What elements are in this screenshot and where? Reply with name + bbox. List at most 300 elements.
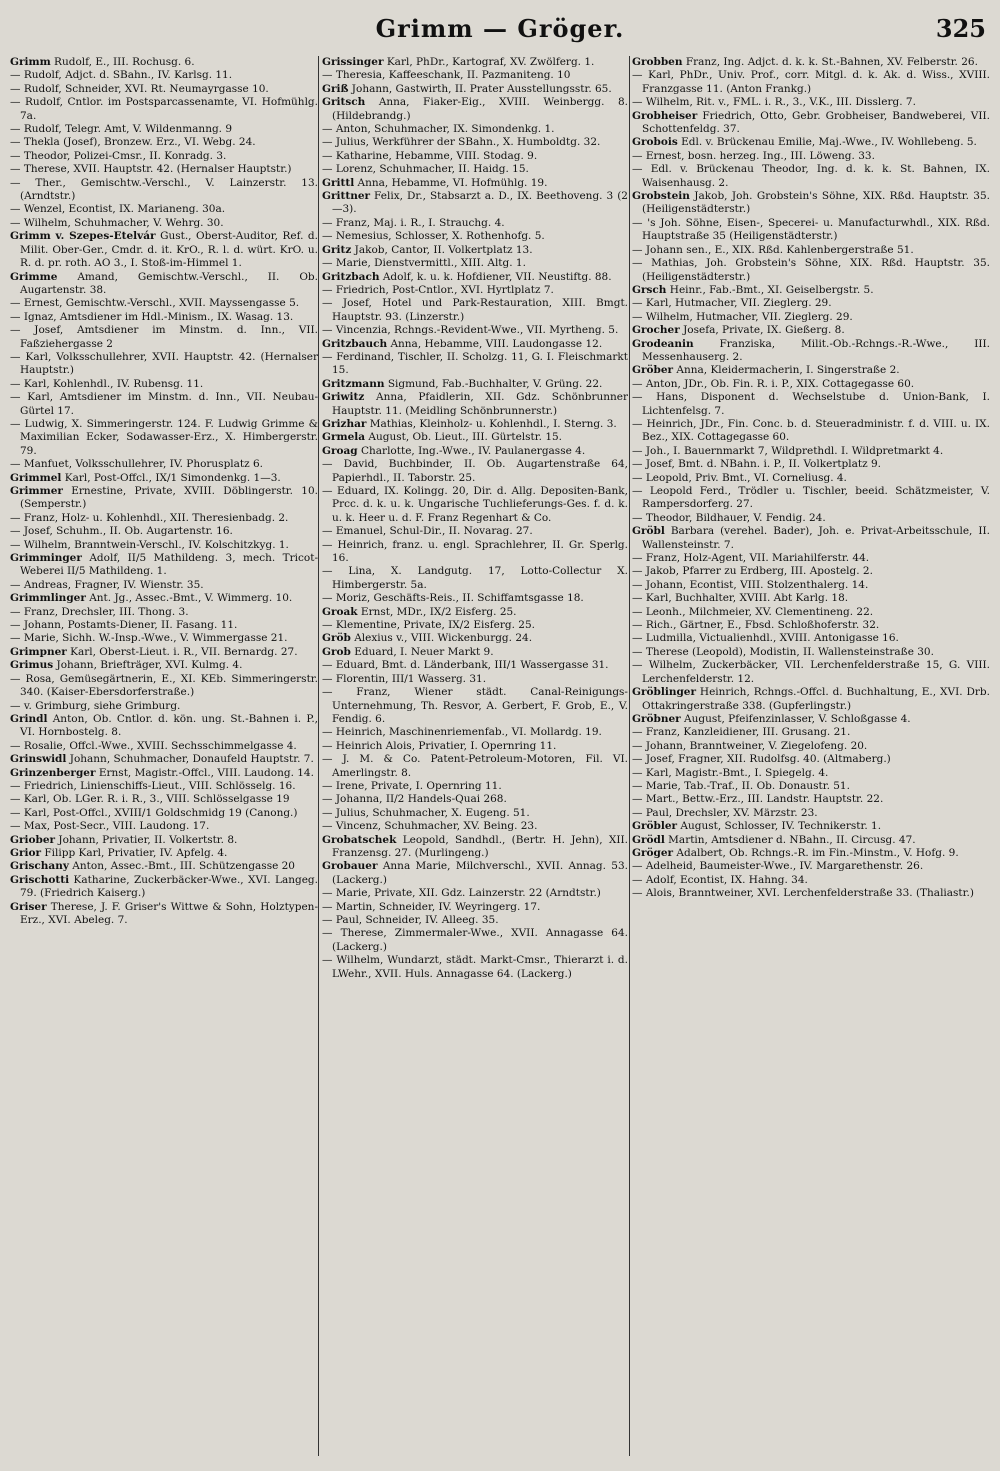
- entry-text: Martin, Amtsdiener d. NBahn., II. Circusg. 47.: [664, 833, 916, 846]
- entry-text: — Ther., Gemischtw.-Verschl., V. Lainzerstr. 13. (Arndtstr.): [10, 176, 318, 203]
- directory-entry: [322, 954, 628, 981]
- entry-text: Ernestine, Private, XVIII. Döblingerstr. 10. (Semperstr.): [20, 485, 318, 511]
- directory-entry: [10, 230, 318, 270]
- entry-text: Rudolf, E., III. Rochusg. 6.: [50, 56, 195, 68]
- directory-entry: [322, 780, 628, 793]
- directory-entry: [10, 874, 318, 901]
- directory-entry: [322, 297, 628, 324]
- entry-text: — Franz, Wiener städt. Canal-Reinigungs-Unternehmung, Th. Resvor, A. Gerbert, F. Grob, E., V. Fendig. 6.: [322, 686, 628, 725]
- entry-text: — Karl, Hutmacher, VII. Zieglerg. 29.: [632, 297, 832, 310]
- directory-entry: [10, 793, 318, 806]
- directory-entry: [10, 539, 318, 552]
- entry-text: Eduard, I. Neuer Markt 9.: [350, 645, 494, 658]
- entry-text: — Heinrich, Maschinenriemenfab., VI. Mollardg. 19.: [322, 726, 602, 739]
- entry-text: Ernst, MDr., IX/2 Eisferg. 25.: [357, 605, 517, 618]
- entry-text: Mathias, Kleinholz- u. Kohlenhdl., I. Sterng. 3.: [366, 417, 617, 430]
- entry-text: — Vincenz, Schuhmacher, XV. Being. 23.: [322, 820, 538, 833]
- directory-entry: [10, 96, 318, 123]
- entry-text: — Rosa, Gemüsegärtnerin, E., XI. KEb. Simmeringerstr. 340. (Kaiser-Ebersdorferstraße.): [10, 672, 318, 699]
- directory-entry: [10, 271, 318, 298]
- directory-entry: [632, 136, 990, 149]
- directory-entry: [10, 780, 318, 793]
- directory-entry: [632, 820, 990, 833]
- directory-entry: [632, 150, 990, 163]
- entry-text: Karl, PhDr., Kartograf, XV. Zwölferg. 1.: [383, 56, 595, 68]
- entry-text: — Leopold, Priv. Bmt., VI. Corneliusg. 4.: [632, 471, 847, 484]
- directory-entry: [322, 820, 628, 833]
- entry-text: — Martin, Schneider, IV. Weyringerg. 17.: [322, 900, 541, 913]
- directory-entry: [322, 860, 628, 887]
- entry-surname: Gritzbach: [322, 270, 380, 283]
- entry-text: August, Pfeifenzinlasser, V. Schloßgasse 4.: [680, 712, 911, 725]
- directory-entry: [632, 445, 990, 458]
- entry-text: — Theresia, Kaffeeschank, II. Pazmaniteng. 10: [322, 69, 571, 82]
- directory-entry: [632, 244, 990, 257]
- entry-text: — Johanna, II/2 Handels-Quai 268.: [322, 793, 507, 806]
- entry-text: — Johann sen., E., XIX. Rßd. Kahlenbergerstraße 51.: [632, 243, 914, 256]
- entry-text: — Alois, Branntweiner, XVI. Lerchenfelderstraße 33. (Thaliastr.): [632, 887, 974, 900]
- directory-entry: [10, 163, 318, 176]
- directory-entry: [322, 740, 628, 753]
- directory-entry: [10, 458, 318, 471]
- directory-entry: [322, 257, 628, 270]
- entry-text: — J. M. & Co. Patent-Petroleum-Motoren, Fil. VI. Amerlingstr. 8.: [322, 753, 628, 779]
- directory-entry: [10, 177, 318, 204]
- entry-surname: Grimm: [10, 56, 51, 68]
- entry-text: — Josef, Amtsdiener im Minstm. d. Inn., VII. Faßziehergasse 2: [10, 324, 318, 350]
- entry-text: — Paul, Drechsler, XV. Märzstr. 23.: [632, 806, 818, 819]
- entry-text: — Josef, Schuhm., II. Ob. Augartenstr. 16.: [10, 525, 233, 538]
- entry-text: Alexius v., VIII. Wickenburgg. 24.: [350, 632, 533, 645]
- entry-text: — Andreas, Fragner, IV. Wienstr. 35.: [10, 578, 204, 591]
- entry-text: — Josef, Hotel und Park-Restauration, XIII. Bmgt. Hauptstr. 93. (Linzerstr.): [322, 297, 628, 323]
- directory-entry: [10, 512, 318, 525]
- entry-text: — Mathias, Joh. Grobstein's Söhne, XIX. Rßd. Hauptstr. 35. (Heiligenstädterstr.): [632, 257, 990, 283]
- entry-surname: Griser: [10, 900, 47, 913]
- directory-entry: [322, 606, 628, 619]
- directory-entry: [10, 579, 318, 592]
- page-number: 325: [935, 14, 986, 43]
- entry-text: — Rudolf, Adjct. d. SBahn., IV. Karlsg. 11.: [10, 69, 233, 82]
- directory-entry: [632, 592, 990, 605]
- directory-entry: [632, 311, 990, 324]
- directory-entry: [322, 69, 628, 82]
- directory-entry: [322, 793, 628, 806]
- entry-text: — Rich., Gärtner, E., Fbsd. Schloßhoferstr. 32.: [632, 619, 880, 632]
- directory-entry: [632, 753, 990, 766]
- directory-entry: [632, 887, 990, 900]
- entry-text: Franz, Ing. Adjct. d. k. k. St.-Bahnen, XV. Felberstr. 26.: [682, 56, 978, 68]
- directory-entry: [632, 847, 990, 860]
- directory-entry: [10, 740, 318, 753]
- directory-entry: [632, 659, 990, 686]
- directory-entry: [322, 646, 628, 659]
- entry-text: — Adelheid, Baumeister-Wwe., IV. Margarethenstr. 26.: [632, 860, 924, 873]
- entry-surname: Grmela: [322, 431, 366, 444]
- entry-text: — Adolf, Econtist, IX. Hahng. 34.: [632, 873, 808, 886]
- directory-entry: [632, 364, 990, 377]
- directory-entry: [322, 726, 628, 739]
- entry-text: — Marie, Sichh. W.-Insp.-Wwe., V. Wimmergasse 21.: [10, 632, 288, 645]
- directory-entry: [10, 807, 318, 820]
- entry-text: Charlotte, Ing.-Wwe., IV. Paulanergasse 4.: [357, 444, 586, 457]
- entry-text: Heinr., Fab.-Bmt., XI. Geiselbergstr. 5.: [666, 283, 874, 296]
- directory-entry: [632, 793, 990, 806]
- page-header: [0, 14, 1000, 50]
- entry-text: Anna Marie, Milchverschl., XVII. Annag. 53. (Lackerg.): [332, 860, 628, 886]
- running-title: Grimm — Gröger.: [375, 14, 625, 43]
- directory-entry: [322, 525, 628, 538]
- entry-text: — Anton, Schuhmacher, IX. Simondenkg. 1.: [322, 123, 555, 136]
- entry-surname: Grizhar: [322, 417, 367, 430]
- directory-entry: [632, 606, 990, 619]
- entry-text: Anna, Fiaker-Eig., XVIII. Weinbergg. 8. (Hildebrandg.): [332, 96, 628, 122]
- directory-entry: [632, 56, 990, 69]
- entry-text: — Heinrich, franz. u. engl. Sprachlehrer, II. Gr. Sperlg. 16.: [322, 538, 628, 565]
- entry-text: Gust., Oberst-Auditor, Ref. d. Milit. Ober-Ger., Cmdr. d. it. KrO., R. l. d. würt. KrO. u. R. d. pr. roth. AO 3., I. Stoß-im-Himmel 1.: [20, 230, 318, 270]
- column-divider: [629, 56, 630, 1456]
- entry-surname: Gritzbauch: [322, 337, 388, 350]
- entry-text: — Hans, Disponent d. Wechselstube d. Union-Bank, I. Lichtenfelsg. 7.: [632, 391, 990, 417]
- entry-surname: Gröbner: [632, 712, 681, 725]
- entry-surname: Grimpner: [10, 645, 67, 658]
- directory-entry: [322, 565, 628, 592]
- entry-text: — Lorenz, Schuhmacher, II. Haidg. 15.: [322, 163, 529, 176]
- directory-entry: [632, 163, 990, 190]
- directory-entry: [10, 552, 318, 579]
- directory-entry: [10, 767, 318, 780]
- directory-entry: [322, 887, 628, 900]
- directory-entry: [322, 686, 628, 726]
- entry-surname: Gröber: [632, 364, 674, 377]
- directory-entry: [632, 512, 990, 525]
- entry-text: — Ernest, bosn. herzeg. Ing., III. Löweng. 33.: [632, 149, 875, 162]
- entry-surname: Grimminger: [10, 552, 82, 565]
- directory-entry: [10, 901, 318, 928]
- entry-text: — Wilhelm, Zuckerbäcker, VII. Lerchenfelderstraße 15, G. VIII. Lerchenfelderstr. 12.: [632, 659, 990, 685]
- entry-text: — Ludwig, X. Simmeringerstr. 124. F. Ludwig Grimme & Maximilian Ecker, Sodawasser-Erz., X. Himbergerstr. 79.: [10, 417, 318, 457]
- entry-text: Anna, Hebamme, VI. Hofmühlg. 19.: [354, 176, 548, 189]
- directory-entry: [632, 686, 990, 713]
- entry-text: — Karl, Magistr.-Bmt., I. Spiegelg. 4.: [632, 766, 829, 779]
- entry-text: — Friedrich, Post-Cntlor., XVI. Hyrtlplatz 7.: [322, 283, 554, 296]
- directory-entry: [632, 338, 990, 365]
- directory-entry: [322, 914, 628, 927]
- directory-entry: [10, 485, 318, 512]
- directory-entry: [10, 472, 318, 485]
- entry-text: — Wilhelm, Hutmacher, VII. Zieglerg. 29.: [632, 310, 853, 323]
- directory-entry: [322, 445, 628, 458]
- entry-text: — Leonh., Milchmeier, XV. Clementineng. 22.: [632, 605, 874, 618]
- entry-text: — Lina, X. Landgutg. 17, Lotto-Collectur X. Himbergerstr. 5a.: [322, 565, 628, 591]
- entry-text: — Mart., Bettw.-Erz., III. Landstr. Hauptstr. 22.: [632, 793, 884, 806]
- directory-entry: [322, 807, 628, 820]
- entry-text: — Florentin, III/1 Wasserg. 31.: [322, 672, 487, 685]
- entry-text: — Josef, Fragner, XII. Rudolfsg. 40. (Altmaberg.): [632, 753, 891, 766]
- entry-text: — Karl, Volksschullehrer, XVII. Hauptstr. 42. (Hernalser Hauptstr.): [10, 350, 318, 377]
- entry-text: — Therese (Leopold), Modistin, II. Wallensteinstraße 30.: [632, 645, 934, 658]
- entry-text: — Johann, Branntweiner, V. Ziegelofeng. 20.: [632, 739, 868, 752]
- entry-surname: Grimmer: [10, 485, 63, 497]
- directory-entry: [10, 418, 318, 458]
- entry-surname: Gritsch: [322, 96, 366, 109]
- entry-text: — Vincenzia, Rchngs.-Revident-Wwe., VII. Myrtheng. 5.: [322, 324, 619, 337]
- directory-entry: [632, 69, 990, 96]
- directory-entry: [10, 123, 318, 136]
- entry-text: — Katharine, Hebamme, VIII. Stodag. 9.: [322, 149, 538, 162]
- directory-entry: [632, 619, 990, 632]
- directory-entry: [632, 807, 990, 820]
- directory-entry: [10, 592, 318, 605]
- directory-entry: [322, 753, 628, 780]
- entry-text: — Jakob, Pfarrer zu Erdberg, III. Apostelg. 2.: [632, 565, 873, 578]
- directory-entry: [322, 83, 628, 96]
- entry-text: — Johann, Econtist, VIII. Stolzenthalerg. 14.: [632, 578, 869, 591]
- entry-surname: Grimmel: [10, 471, 62, 484]
- entry-text: — Therese, Zimmermaler-Wwe., XVII. Annagasse 64. (Lackerg.): [322, 927, 628, 953]
- entry-text: — Karl, PhDr., Univ. Prof., corr. Mitgl. d. k. Ak. d. Wiss., XVIII. Franzgasse 11. (Anton Frankg.): [632, 69, 990, 95]
- entry-text: Anna, Pfaidlerin, XII. Gdz. Schönbrunner Hauptstr. 11. (Meidling Schönbrunnerstr.): [332, 391, 628, 417]
- directory-entry: [10, 619, 318, 632]
- directory-entry: [10, 217, 318, 230]
- directory-entry: [632, 646, 990, 659]
- directory-entry: [632, 726, 990, 739]
- directory-entry: [322, 927, 628, 954]
- entry-text: — Edl. v. Brückenau Theodor, Ing. d. k. k. St. Bahnen, IX. Waisenhausg. 2.: [632, 163, 990, 189]
- entry-surname: Grobatschek: [322, 833, 397, 846]
- entry-text: August, Ob. Lieut., III. Gürtelstr. 15.: [365, 431, 563, 444]
- entry-surname: Griwitz: [322, 391, 365, 404]
- entry-surname: Gröger: [632, 846, 674, 859]
- entry-text: — Wilhelm, Rit. v., FML. i. R., 3., V.K., III. Disslerg. 7.: [632, 96, 916, 109]
- directory-entry: [322, 230, 628, 243]
- entry-text: Filipp Karl, Privatier, IV. Apfelg. 4.: [41, 846, 228, 859]
- directory-entry: [10, 83, 318, 96]
- entry-surname: Grobauer: [322, 860, 378, 873]
- entry-text: — Karl, Amtsdiener im Minstm. d. Inn., VII. Neubau-Gürtel 17.: [10, 391, 318, 417]
- column-1: [10, 56, 318, 1456]
- directory-entry: [322, 150, 628, 163]
- entry-text: — Theodor, Polizei-Cmsr., II. Konradg. 3.: [10, 149, 227, 162]
- entry-text: Johann, Schuhmacher, Donaufeld Hauptstr. 7.: [66, 753, 314, 766]
- entry-text: — Rudolf, Telegr. Amt, V. Wildenmanng. 9: [10, 123, 233, 136]
- entry-text: Karl, Post-Offcl., IX/1 Simondenkg. 1—3.: [61, 471, 281, 484]
- entry-text: — Emanuel, Schul-Dir., II. Novarag. 27.: [322, 525, 533, 538]
- entry-text: Katharine, Zuckerbäcker-Wwe., XVI. Langeg. 79. (Friedrich Kaiserg.): [20, 873, 318, 900]
- directory-entry: [632, 834, 990, 847]
- entry-text: — Marie, Dienstvermittl., XIII. Altg. 1.: [322, 257, 526, 270]
- directory-entry: [632, 767, 990, 780]
- directory-entry: [322, 136, 628, 149]
- entry-text: Adolf, k. u. k. Hofdiener, VII. Neustiftg. 88.: [379, 270, 612, 283]
- directory-entry: [10, 820, 318, 833]
- column-divider: [318, 56, 319, 1456]
- directory-entry: [10, 673, 318, 700]
- directory-entry: [632, 740, 990, 753]
- directory-entry: [10, 311, 318, 324]
- entry-surname: Grödl: [632, 833, 665, 846]
- directory-entry: [632, 190, 990, 217]
- directory-entry: [632, 713, 990, 726]
- entry-text: — Marie, Tab.-Traf., II. Ob. Donaustr. 51.: [632, 779, 850, 792]
- directory-entry: [322, 619, 628, 632]
- entry-text: — Karl, Kohlenhdl., IV. Rubensg. 11.: [10, 377, 204, 390]
- directory-entry: [322, 177, 628, 190]
- directory-entry: [10, 56, 318, 69]
- entry-text: Anna, Kleidermacherin, I. Singerstraße 2.: [673, 364, 900, 377]
- directory-entry: [322, 391, 628, 418]
- column-2: [322, 56, 628, 1456]
- directory-entry: [632, 485, 990, 512]
- entry-text: Adolf, II/5 Mathildeng. 3, mech. Tricot-Weberei II/5 Mathildeng. 1.: [20, 552, 318, 578]
- directory-entry: [632, 860, 990, 873]
- entry-text: — Eduard, IX. Kolingg. 20, Dir. d. Allg. Depositen-Bank, Prcc. d. k. u. k. Ungarische Tuchlieferungs-Ges. f. d. k. u. k. Heer u. d. F. Franz Regenhart & Co.: [322, 485, 628, 524]
- directory-entry: [322, 632, 628, 645]
- directory-entry: [10, 646, 318, 659]
- entry-surname: Gröb: [322, 632, 351, 645]
- entry-text: Barbara (verehel. Bader), Joh. e. Privat-Arbeitsschule, II. Wallensteinstr. 7.: [642, 525, 990, 551]
- entry-surname: Grissinger: [322, 56, 384, 68]
- entry-text: Ernst, Magistr.-Offcl., VIII. Laudong. 14.: [95, 766, 314, 779]
- directory-entry: [322, 834, 628, 861]
- directory-entry: [322, 284, 628, 297]
- directory-entry: [322, 592, 628, 605]
- directory-entry: [632, 458, 990, 471]
- entry-text: — Wilhelm, Schuhmacher, V. Wehrg. 30.: [10, 216, 224, 229]
- entry-surname: Griober: [10, 833, 56, 846]
- entry-text: — Franz, Maj. i. R., I. Strauchg. 4.: [322, 216, 505, 229]
- entry-text: — Max, Post-Secr., VIII. Laudong. 17.: [10, 820, 210, 833]
- entry-text: — Eduard, Bmt. d. Länderbank, III/1 Wassergasse 31.: [322, 659, 609, 672]
- entry-text: — Anton, JDr., Ob. Fin. R. i. P., XIX. Cottagegasse 60.: [632, 377, 915, 390]
- entry-text: Felix, Dr., Stabsarzt a. D., IX. Beethoveng. 3 (2—3).: [332, 190, 628, 216]
- entry-surname: Grior: [10, 846, 42, 859]
- entry-text: — Josef, Bmt. d. NBahn. i. P., II. Volkertplatz 9.: [632, 458, 882, 471]
- entry-text: — Heinrich Alois, Privatier, I. Opernring 11.: [322, 739, 557, 752]
- entry-text: — Julius, Werkführer der SBahn., X. Humboldtg. 32.: [322, 136, 601, 149]
- directory-entry: [632, 565, 990, 578]
- entry-text: — Franz, Drechsler, III. Thong. 3.: [10, 605, 189, 618]
- entry-surname: Gröbl: [632, 525, 665, 538]
- directory-entry: [10, 324, 318, 351]
- entry-text: — Klementine, Private, IX/2 Eisferg. 25.: [322, 619, 535, 632]
- entry-surname: Gritzmann: [322, 377, 385, 390]
- directory-entry: [10, 847, 318, 860]
- directory-entry: [632, 217, 990, 244]
- directory-entry: [632, 257, 990, 284]
- entry-text: — Julius, Schuhmacher, X. Eugeng. 51.: [322, 806, 530, 819]
- entry-surname: Gröbler: [632, 820, 678, 833]
- entry-surname: Griß: [322, 82, 349, 95]
- entry-surname: Grobstein: [632, 190, 690, 203]
- entry-surname: Grimme: [10, 270, 58, 283]
- entry-surname: Grsch: [632, 283, 667, 296]
- entry-text: — Nemesius, Schlosser, X. Rothenhofg. 5.: [322, 230, 545, 243]
- directory-entry: [632, 525, 990, 552]
- directory-entry: [10, 659, 318, 672]
- entry-surname: Grobheiser: [632, 109, 698, 122]
- directory-entry: [10, 150, 318, 163]
- entry-surname: Grischotti: [10, 873, 70, 886]
- directory-entry: [322, 659, 628, 672]
- directory-entry: [322, 271, 628, 284]
- entry-surname: Grobben: [632, 56, 683, 68]
- entry-text: August, Schlosser, IV. Technikerstr. 1.: [677, 820, 882, 833]
- entry-surname: Grischany: [10, 860, 69, 873]
- directory-entry: [632, 297, 990, 310]
- entry-surname: Gritz: [322, 243, 352, 256]
- directory-entry: [10, 69, 318, 82]
- directory-entry: [10, 860, 318, 873]
- entry-text: — Franz, Holz-Agent, VII. Mariahilferstr. 44.: [632, 552, 870, 565]
- column-3: [632, 56, 990, 1456]
- entry-surname: Grimm v. Szepes-Etelvár: [10, 230, 156, 243]
- directory-entry: [322, 338, 628, 351]
- directory-entry: [10, 606, 318, 619]
- directory-entry: [632, 780, 990, 793]
- directory-entry: [632, 96, 990, 109]
- entry-surname: Grob: [322, 645, 351, 658]
- entry-text: — Ignaz, Amtsdiener im Hdl.-Minism., IX. Wasag. 13.: [10, 310, 294, 323]
- directory-entry: [322, 378, 628, 391]
- directory-entry: [632, 378, 990, 391]
- directory-entry: [322, 485, 628, 525]
- directory-entry: [632, 284, 990, 297]
- entry-text: Jakob, Cantor, II. Volkertplatz 13.: [351, 243, 533, 256]
- entry-text: — Moriz, Geschäfts-Reis., II. Schiffamtsgasse 18.: [322, 592, 584, 605]
- entry-text: Johann, Gastwirth, II. Prater Ausstellungsstr. 65.: [348, 82, 612, 95]
- entry-surname: Grindl: [10, 712, 48, 725]
- directory-entry: [632, 579, 990, 592]
- entry-text: Adalbert, Ob. Rchngs.-R. im Fin.-Minstm., V. Hofg. 9.: [673, 846, 959, 859]
- entry-text: — Ludmilla, Victualienhdl., XVIII. Antonigasse 16.: [632, 632, 899, 645]
- directory-entry: [322, 673, 628, 686]
- directory-entry: [632, 874, 990, 887]
- entry-text: — Irene, Private, I. Opernring 11.: [322, 779, 502, 792]
- entry-text: — Karl, Post-Offcl., XVIII/1 Goldschmidg 19 (Canong.): [10, 806, 298, 819]
- entry-surname: Grittl: [322, 176, 355, 189]
- entry-text: — Leopold Ferd., Trödler u. Tischler, beeid. Schätzmeister, V. Rampersdorferg. 27.: [632, 485, 990, 511]
- directory-entry: [322, 217, 628, 230]
- entry-text: — Ferdinand, Tischler, II. Scholzg. 11, G. I. Fleischmarkt 15.: [322, 350, 628, 377]
- entry-text: — Wilhelm, Wundarzt, städt. Markt-Cmsr., Thierarzt i. d. LWehr., XVII. Huls. Annagasse 64. (Lackerg.): [322, 954, 628, 980]
- directory-entry: [322, 901, 628, 914]
- entry-text: — Rudolf, Schneider, XVI. Rt. Neumayrgasse 10.: [10, 82, 269, 95]
- directory-entry: [632, 324, 990, 337]
- entry-text: Jakob, Joh. Grobstein's Söhne, XIX. Rßd. Hauptstr. 35. (Heiligenstädterstr.): [642, 190, 990, 216]
- entry-text: — Rosalie, Offcl.-Wwe., XVIII. Sechsschimmelgasse 4.: [10, 739, 297, 752]
- entry-surname: Grimus: [10, 659, 54, 672]
- directory-entry: [322, 163, 628, 176]
- entry-text: Heinrich, Rchngs.-Offcl. d. Buchhaltung, E., XVI. Drb. Ottakringerstraße 338. (Gupferlingstr.): [642, 686, 990, 712]
- entry-text: — 's Joh. Söhne, Eisen-, Specerei- u. Manufacturwhdl., XIX. Rßd. Hauptstraße 35 (Heiligenstädterstr.): [632, 216, 990, 243]
- entry-surname: Grodeanin: [632, 337, 694, 350]
- entry-text: Anton, Assec.-Bmt., III. Schützengasse 20: [68, 860, 295, 873]
- entry-text: — Rudolf, Cntlor. im Postsparcassenamte, VI. Hofmühlg. 7a.: [10, 96, 318, 122]
- directory-entry: [10, 713, 318, 740]
- entry-text: — Theodor, Bildhauer, V. Fendig. 24.: [632, 511, 826, 524]
- directory-entry: [632, 552, 990, 565]
- entry-text: Therese, J. F. Griser's Wittwe & Sohn, Holztypen-Erz., XVI. Abeleg. 7.: [20, 900, 318, 926]
- entry-text: Anna, Hebamme, VIII. Laudongasse 12.: [387, 337, 603, 350]
- directory-entry: [10, 351, 318, 378]
- entry-text: — Friedrich, Linienschiffs-Lieut., VIII. Schlösselg. 16.: [10, 779, 296, 792]
- entry-text: Edl. v. Brückenau Emilie, Maj.-Wwe., IV. Wohllebeng. 5.: [677, 136, 977, 149]
- directory-entry: [632, 418, 990, 445]
- entry-surname: Grinswidl: [10, 753, 67, 766]
- entry-text: Amand, Gemischtw.-Verschl., II. Ob. Augartenstr. 38.: [20, 270, 318, 296]
- entry-text: — Franz, Kanzleidiener, III. Grusang. 21.: [632, 726, 851, 739]
